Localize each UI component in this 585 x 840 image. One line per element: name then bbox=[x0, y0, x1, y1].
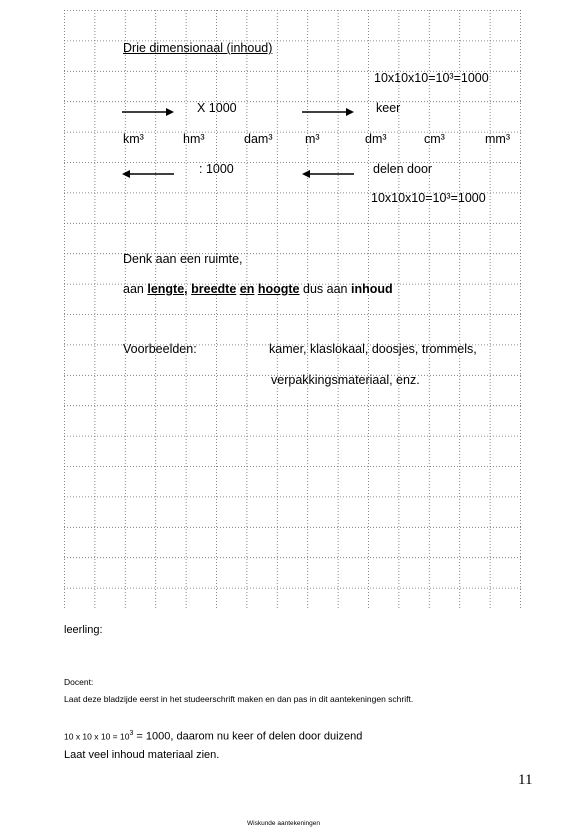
formula-note bbox=[64, 727, 362, 744]
right-arrow-icon bbox=[302, 106, 354, 118]
dimensions-line bbox=[123, 282, 393, 296]
formula-top: 10x10x10=10³=1000 bbox=[374, 71, 489, 85]
examples-label: Voorbeelden: bbox=[123, 342, 197, 356]
formula-note-exponent: 3 bbox=[129, 730, 134, 737]
think-line: Denk aan een ruimte, bbox=[123, 252, 243, 266]
unit-hm3: hm³ bbox=[183, 132, 205, 146]
grid-paper bbox=[64, 10, 521, 608]
multiply-word: keer bbox=[376, 101, 401, 115]
unit-dm3: dm³ bbox=[365, 132, 387, 146]
multiply-label: X 1000 bbox=[197, 101, 237, 115]
divide-word: delen door bbox=[373, 162, 433, 176]
examples-line-2: verpakkingsmateriaal, enz. bbox=[271, 373, 420, 387]
dimension-breedte: breedte bbox=[191, 282, 237, 296]
unit-cm3: cm³ bbox=[424, 132, 445, 146]
dimension-inhoud: inhoud bbox=[350, 282, 393, 296]
running-footer: Wiskunde aantekeningen bbox=[247, 820, 320, 827]
grid-lines bbox=[64, 10, 521, 608]
unit-dam3: dam³ bbox=[244, 132, 273, 146]
right-arrow-icon bbox=[122, 106, 174, 118]
dimensions-en: en bbox=[239, 282, 255, 296]
teacher-note: Laat deze bladzijde eerst in het studeerschrift maken en dan pas in dit aantekeningen schrift. bbox=[64, 694, 414, 704]
student-label: leerling: bbox=[64, 624, 103, 636]
left-arrow-icon bbox=[122, 168, 174, 180]
formula-note-small: 10 x 10 x 10 = 10 bbox=[64, 731, 130, 742]
unit-m3: m³ bbox=[305, 132, 320, 146]
unit-mm3: mm³ bbox=[485, 132, 510, 146]
formula-bottom: 10x10x10=10³=1000 bbox=[371, 191, 486, 205]
dimensions-dus: dus aan bbox=[303, 282, 348, 296]
formula-note-rest: = 1000, daarom nu keer of delen door duizend bbox=[133, 730, 363, 743]
dimension-hoogte: hoogte bbox=[257, 282, 300, 296]
unit-km3: km³ bbox=[123, 132, 144, 146]
page-number: 11 bbox=[518, 772, 533, 788]
teacher-label: Docent: bbox=[64, 677, 94, 687]
left-arrow-icon bbox=[302, 168, 354, 180]
divide-label: : 1000 bbox=[199, 162, 234, 176]
worksheet-title: Drie dimensionaal (inhoud) bbox=[123, 41, 273, 55]
examples-line-1: kamer, klaslokaal, doosjes, trommels, bbox=[269, 342, 477, 356]
dimensions-aan: aan bbox=[123, 282, 144, 296]
content-note: Laat veel inhoud materiaal zien. bbox=[64, 749, 220, 761]
dimension-lengte: lengte, bbox=[147, 282, 188, 296]
